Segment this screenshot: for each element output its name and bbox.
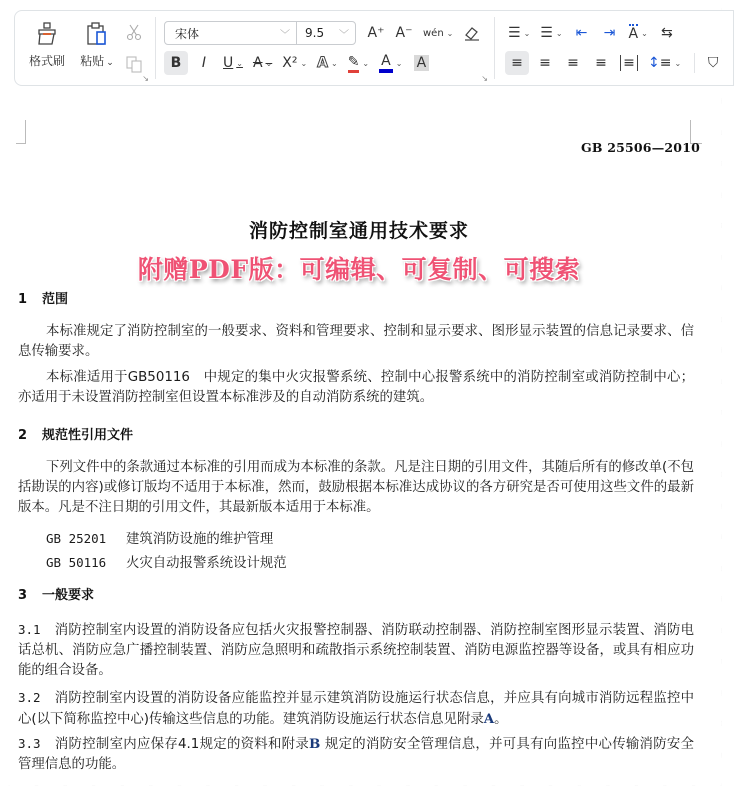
phonetic-guide-icon: wén bbox=[423, 27, 444, 39]
align-right-button[interactable] bbox=[561, 51, 585, 75]
underline-icon: U bbox=[223, 55, 234, 71]
highlight-button[interactable]: ✎ ⌄ bbox=[345, 51, 372, 75]
shrink-font-button[interactable] bbox=[392, 21, 416, 45]
clause-3-2: 3.2 消防控制室内设置的消防设备应能监控并显示建筑消防设施运行状态信息，并应具有向城市消防远程监控中心(以下简称监控中心)传输这些信息的功能。建筑消防设施运行状态信息见附录A。 bbox=[18, 690, 694, 727]
decrease-indent-icon: ⇤ bbox=[575, 25, 588, 41]
bold-icon: B bbox=[170, 55, 182, 71]
justify-button[interactable] bbox=[589, 51, 613, 75]
char-spacing-icon: A bbox=[628, 26, 639, 42]
distributed-button[interactable] bbox=[617, 51, 641, 75]
increase-indent-icon: ⇥ bbox=[603, 25, 616, 41]
section-heading-3: 3 一般要求 bbox=[18, 588, 95, 603]
superscript-button[interactable]: X² ⌄ bbox=[282, 55, 308, 71]
font-dialog-launcher-icon[interactable]: ↘ bbox=[481, 74, 488, 83]
text-effect-icon: A bbox=[317, 55, 328, 71]
reference-item: GB 50116 火灾自动报警系统设计规范 bbox=[46, 555, 287, 571]
bullets-button[interactable]: ☰ ⌄ bbox=[508, 25, 531, 41]
group-separator bbox=[694, 53, 695, 73]
line-spacing-button[interactable]: ↕ ≡ ⌄ bbox=[648, 55, 682, 71]
strikethrough-icon: A bbox=[252, 55, 263, 71]
numbering-button[interactable]: ☰ ⌄ bbox=[540, 25, 563, 41]
italic-button[interactable] bbox=[192, 51, 216, 75]
bullet-list-icon: ☰ bbox=[508, 25, 521, 41]
paragraph: 下列文件中的条款通过本标准的引用而成为本标准的条款。凡是注日期的引用文件，其随后所有的修改单(不包括勘误的内容)或修订版均不适用于本标准，然而，鼓励根据本标准达成协议的各方研究是否可使用这些文件的最新版本。凡是不注日期的引用文件，其最新版本适用于本标准。 bbox=[18, 460, 694, 515]
font-group bbox=[156, 11, 494, 85]
align-center-button[interactable] bbox=[533, 51, 557, 75]
paragraph: 本标准适用于GB50116 中规定的集中火灾报警系统、控制中心报警系统中的消防控制室或消防控制中心；亦适用于未设置消防控制室但设置本标准涉及的自动消防系统的建筑。 bbox=[18, 370, 694, 405]
font-color-button[interactable]: A ⌄ bbox=[376, 51, 405, 75]
align-right-icon: ≡ bbox=[567, 55, 579, 71]
paragraph: 本标准规定了消防控制室的一般要求、资料和管理要求、控制和显示要求、图形显示装置的信息记录要求、信息传输要求。 bbox=[18, 324, 694, 359]
standard-number-header: GB 25506—2010 bbox=[581, 140, 700, 155]
section-heading-1: 1 范围 bbox=[18, 292, 69, 307]
section-heading-2: 2 规范性引用文件 bbox=[18, 428, 134, 443]
document-title: 消防控制室通用技术要求 bbox=[248, 220, 469, 242]
font-size-select[interactable]: 9.5 ﹀ bbox=[305, 26, 349, 41]
increase-indent-button[interactable] bbox=[598, 21, 622, 45]
superscript-icon: X² bbox=[282, 55, 298, 71]
shrink-font-icon: A⁻ bbox=[395, 25, 413, 41]
chevron-down-icon: ﹀ bbox=[339, 29, 349, 41]
format-painter-label: 格式刷 bbox=[28, 54, 65, 68]
document-page[interactable] bbox=[14, 90, 704, 780]
shading-button[interactable] bbox=[701, 51, 725, 75]
line-spacing-icon: ↕ bbox=[648, 55, 660, 71]
paint-bucket-icon: ⛉ bbox=[707, 55, 719, 71]
distributed-icon: ≡ bbox=[620, 55, 638, 71]
highlighter-icon: ✎ bbox=[348, 54, 360, 73]
font-combobox bbox=[164, 21, 356, 45]
char-shading-button[interactable] bbox=[409, 51, 433, 75]
char-spacing-button[interactable]: A ⌄ bbox=[628, 26, 648, 42]
font-name-select[interactable]: 宋体 ﹀ bbox=[165, 22, 297, 44]
copy-icon[interactable] bbox=[125, 55, 143, 73]
cut-icon[interactable] bbox=[125, 23, 143, 41]
text-direction-button[interactable] bbox=[655, 21, 679, 45]
align-left-button[interactable] bbox=[505, 51, 529, 75]
clipboard-group bbox=[15, 11, 155, 85]
phonetic-guide-button[interactable]: wén ⌄ bbox=[423, 27, 454, 39]
page-margin-corner-mark bbox=[16, 120, 26, 144]
clipboard-dialog-launcher-icon[interactable]: ↘ bbox=[142, 74, 149, 83]
reference-item: GB 25201 建筑消防设施的维护管理 bbox=[46, 531, 274, 547]
grow-font-button[interactable] bbox=[364, 21, 388, 45]
justify-icon: ≡ bbox=[595, 55, 607, 71]
format-painter-button[interactable] bbox=[25, 17, 69, 85]
strikethrough-button[interactable]: A ⌄ bbox=[252, 55, 273, 71]
align-center-icon: ≡ bbox=[539, 55, 551, 71]
eraser-icon bbox=[463, 25, 481, 41]
italic-icon: I bbox=[201, 55, 207, 71]
numbered-list-icon: ☰ bbox=[540, 25, 553, 41]
decrease-indent-button[interactable] bbox=[570, 21, 594, 45]
align-left-icon: ≡ bbox=[511, 55, 523, 71]
underline-button[interactable]: U ⌄ bbox=[223, 55, 243, 71]
clause-3-3: 3.3 消防控制室内应保存4.1规定的资料和附录B 规定的消防安全管理信息，并可具有向监控中心传输消防安全管理信息的功能。 bbox=[18, 736, 694, 772]
bold-button[interactable] bbox=[164, 51, 188, 75]
text-effect-button[interactable]: A ⌄ bbox=[317, 55, 338, 71]
clear-formatting-button[interactable] bbox=[460, 21, 484, 45]
paste-label: 粘贴 ⌄ bbox=[80, 54, 114, 68]
format-painter-icon bbox=[34, 21, 60, 47]
grow-font-icon: A⁺ bbox=[367, 25, 385, 41]
promo-banner: 附赠PDF版：可编辑、可复制、可搜索 bbox=[137, 255, 581, 284]
paste-icon bbox=[84, 21, 110, 47]
chevron-down-icon: ﹀ bbox=[280, 29, 290, 41]
annex-reference: B bbox=[309, 736, 321, 752]
annex-reference: A bbox=[483, 711, 495, 727]
char-shading-icon: A bbox=[414, 55, 430, 71]
text-direction-icon: ⇆ bbox=[660, 25, 673, 41]
clause-3-1: 3.1 消防控制室内设置的消防设备应包括火灾报警控制器、消防联动控制器、消防控制室图形显示装置、消防电话总机、消防应急广播控制装置、消防应急照明和疏散指示系统控制装置、消防电源监控器等设备，或具有相应功能的组合设备。 bbox=[18, 622, 694, 678]
paste-button[interactable] bbox=[75, 17, 119, 85]
paragraph-group bbox=[495, 11, 733, 85]
ribbon-toolbar bbox=[14, 10, 734, 86]
font-color-icon: A bbox=[379, 54, 393, 73]
